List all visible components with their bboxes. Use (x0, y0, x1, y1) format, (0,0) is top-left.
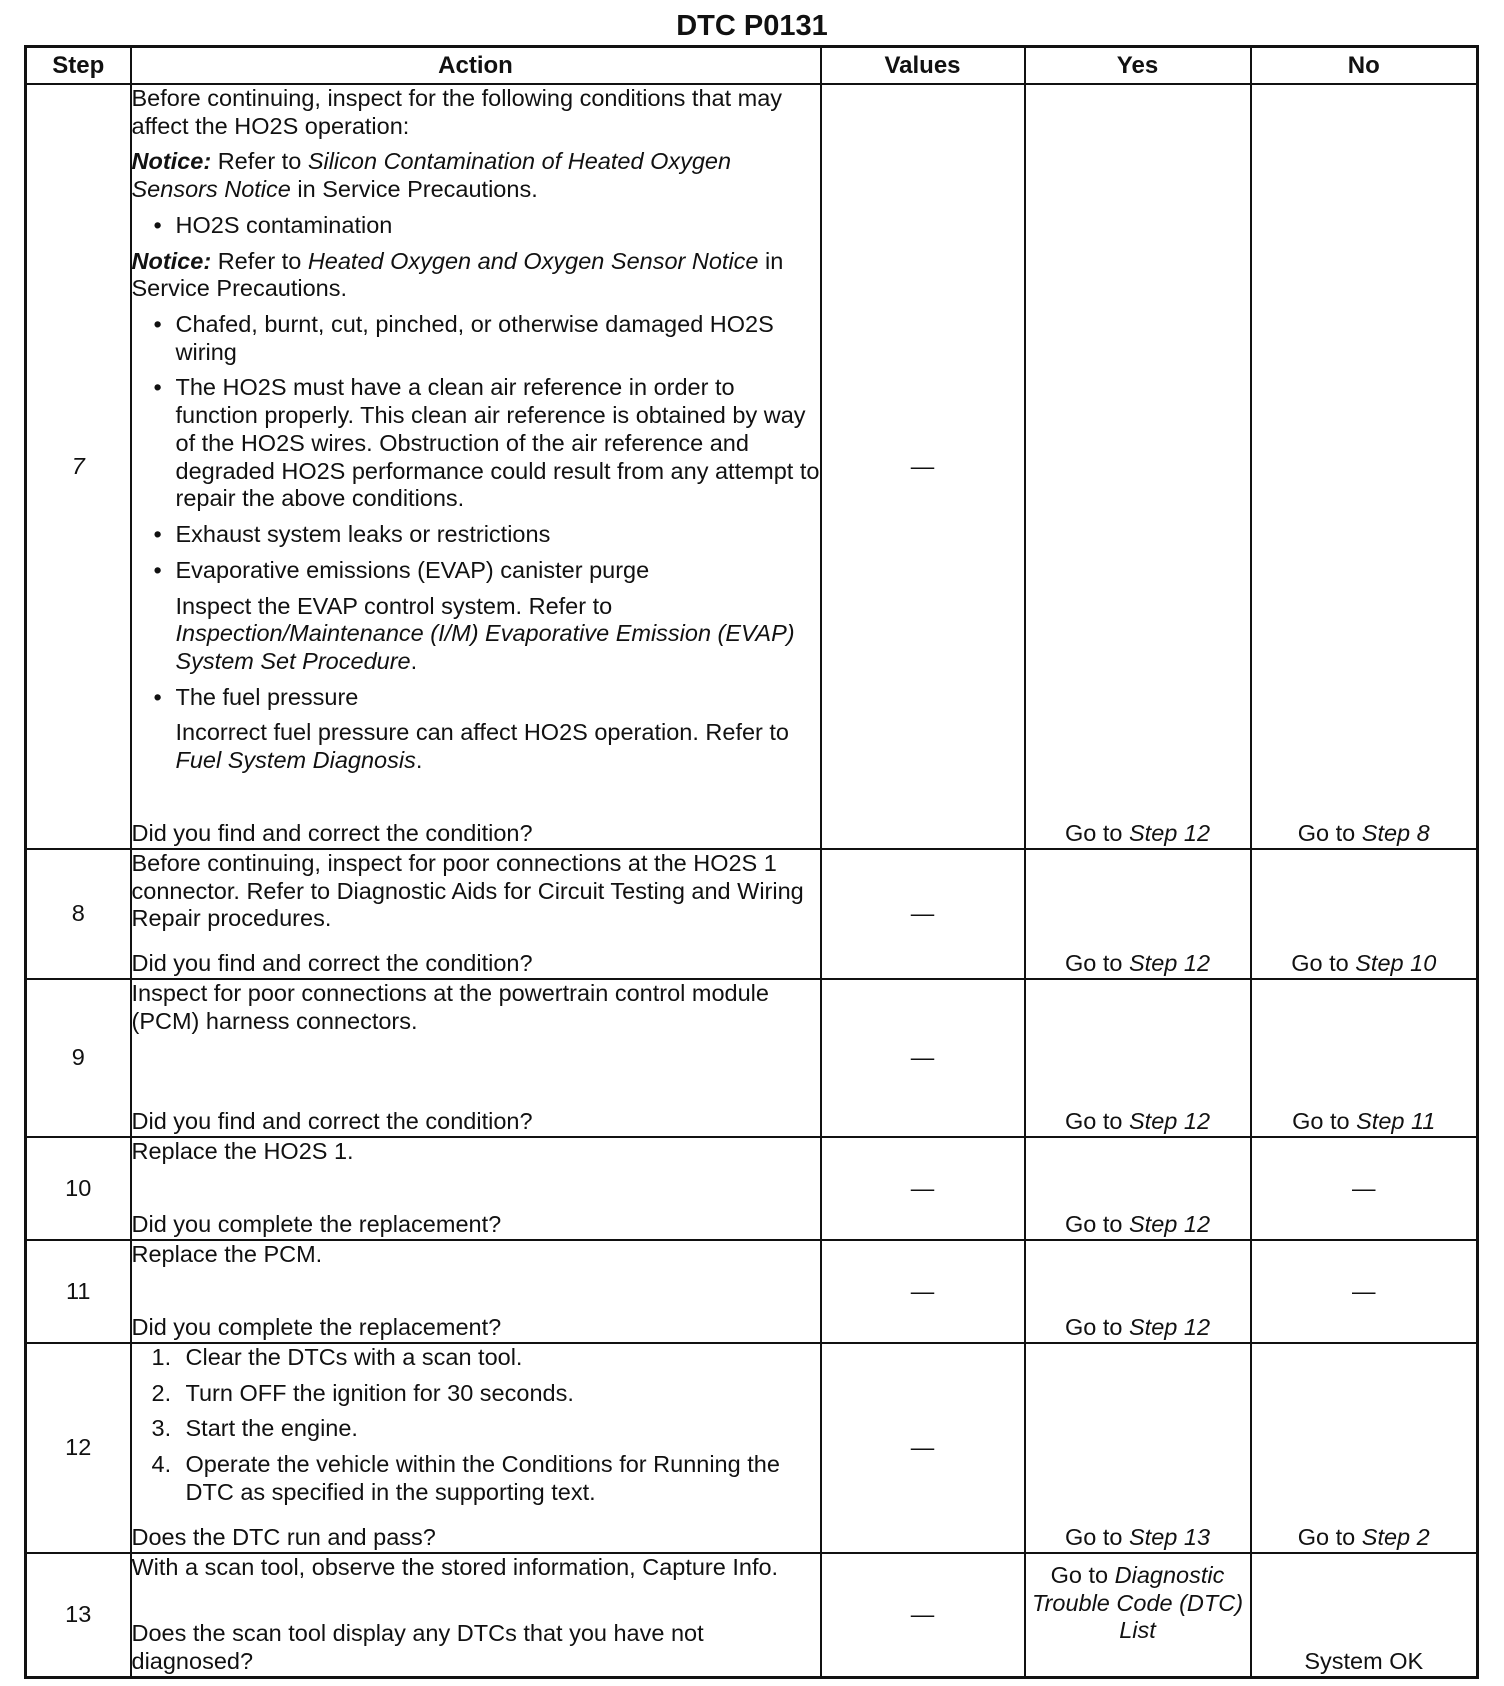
action-cell (131, 1343, 821, 1553)
item-text: Turn OFF the ignition for 30 seconds. (185, 1379, 574, 1406)
action-cell (131, 979, 821, 1137)
list-item (132, 557, 820, 585)
no-cell (1251, 849, 1478, 979)
goto-text: Go to (1292, 1108, 1350, 1135)
list-item-text: The HO2S must have a clean air reference in order to function properly. This clean air reference is obtained by way of the HO2S wires. Obstruction of the air reference and degraded HO2S performance could result from any attempt to repair the above conditions. (175, 374, 820, 512)
step-number: 10 (26, 1137, 131, 1240)
table-row-step-8 (26, 849, 1478, 979)
goto-dtc-list-link: Diagnostic Trouble Code (DTC) List (1031, 1562, 1244, 1644)
header-row (26, 47, 1478, 85)
no-cell: System OK (1251, 1553, 1478, 1677)
table-row-step-13 (26, 1553, 1478, 1677)
step-number: 8 (26, 849, 131, 979)
table-row-step-10 (26, 1137, 1478, 1240)
no-cell (1251, 1343, 1478, 1553)
goto-step-link: Step 13 (1129, 1524, 1211, 1551)
yes-cell (1025, 1343, 1251, 1553)
item-number: 3. (151, 1415, 172, 1442)
action-question: Does the DTC run and pass? (131, 1524, 436, 1551)
numbered-item (132, 1451, 820, 1506)
list-item-text: Evaporative emissions (EVAP) canister purge (175, 556, 650, 583)
no-cell: — (1251, 1137, 1478, 1240)
notice-text: in Service Precautions. (297, 176, 538, 203)
notice-text: Refer to (217, 247, 302, 274)
step-number: 12 (26, 1343, 131, 1553)
goto-text: Go to (1064, 820, 1123, 847)
item-number: 4. (151, 1451, 172, 1478)
yes-cell (1025, 84, 1251, 849)
action-text: Before continuing, inspect for poor connections at the HO2S 1 connector. Refer to Diagnostic Aids for Circuit Testing and Wiring Repair procedures. (131, 850, 804, 932)
notice-text: in Service Precautions. (131, 247, 784, 302)
list-item-text: Chafed, burnt, cut, pinched, or otherwise damaged HO2S wiring (175, 311, 774, 365)
values-cell: — (821, 1137, 1025, 1240)
list-item (132, 311, 820, 366)
values-cell: — (821, 1240, 1025, 1343)
goto-step-link: Step 2 (1361, 1524, 1430, 1551)
values-cell: — (821, 849, 1025, 979)
table-row-step-7 (26, 84, 1478, 849)
yes-cell (1025, 1553, 1251, 1677)
action-text: Inspect for poor connections at the powertrain control module (PCM) harness connectors. (131, 980, 769, 1034)
list-item-text: HO2S contamination (175, 211, 393, 238)
header-yes: Yes (1025, 47, 1251, 85)
table-row-step-11 (26, 1240, 1478, 1343)
numbered-item (132, 1380, 820, 1408)
action-question: Does the scan tool display any DTCs that you have not diagnosed? (131, 1620, 704, 1674)
header-step: Step (26, 47, 131, 85)
action-question: Did you find and correct the condition? (131, 1108, 533, 1135)
action-cell (131, 1240, 821, 1343)
action-cell (131, 849, 821, 979)
item-text: Clear the DTCs with a scan tool. (185, 1344, 523, 1370)
list-item-text: The fuel pressure (175, 683, 359, 710)
procedure-reference-link: Inspection/Maintenance (I/M) Evaporative Emission (EVAP) System Set Procedure (175, 620, 795, 674)
action-question: Did you complete the replacement? (131, 1314, 502, 1341)
no-cell (1251, 84, 1478, 849)
values-cell: — (821, 979, 1025, 1137)
goto-text: Go to (1064, 950, 1123, 977)
action-text: With a scan tool, observe the stored information, Capture Info. (131, 1554, 779, 1580)
goto-text: Go to (1297, 820, 1356, 847)
step-number: 11 (26, 1240, 131, 1343)
action-cell (131, 84, 821, 849)
goto-text: Go to (1064, 1108, 1123, 1135)
list-item (132, 684, 820, 712)
bullet-icon: • (153, 211, 162, 238)
notice-reference-link: Heated Oxygen and Oxygen Sensor Notice (307, 247, 759, 274)
no-cell (1251, 979, 1478, 1137)
list-item-text: Exhaust system leaks or restrictions (175, 521, 551, 548)
numbered-item (132, 1344, 820, 1372)
table-row-step-9 (26, 979, 1478, 1137)
goto-step-link: Step 12 (1129, 1314, 1211, 1341)
header-values: Values (821, 47, 1025, 85)
action-intro: Before continuing, inspect for the following conditions that may affect the HO2S operation: (131, 85, 783, 139)
item-number: 1. (151, 1344, 172, 1370)
list-item (132, 212, 820, 240)
bullet-icon: • (153, 521, 162, 548)
action-question: Did you find and correct the condition? (131, 820, 533, 847)
header-action: Action (131, 47, 821, 85)
detail-text: Incorrect fuel pressure can affect HO2S operation. Refer to (175, 719, 789, 746)
notice (132, 148, 820, 203)
goto-step-link: Step 10 (1355, 950, 1437, 977)
goto-text: Go to (1291, 950, 1349, 977)
list-item (132, 374, 820, 513)
action-question: Did you complete the replacement? (131, 1211, 502, 1238)
list-item (132, 521, 820, 549)
goto-text: Go to (1064, 1211, 1123, 1238)
notice-reference-link: Silicon Contamination of Heated Oxygen Sensors Notice (131, 148, 732, 203)
notice (132, 248, 820, 303)
detail-text: . (415, 747, 423, 774)
step-number: 13 (26, 1553, 131, 1677)
goto-text: Go to (1064, 1314, 1123, 1341)
action-text: Replace the HO2S 1. (131, 1138, 354, 1164)
yes-cell (1025, 849, 1251, 979)
action-cell (131, 1553, 821, 1677)
goto-text: Go to (1297, 1524, 1356, 1551)
step-number: 9 (26, 979, 131, 1137)
detail-text: Inspect the EVAP control system. Refer to (175, 592, 613, 619)
numbered-item (132, 1415, 820, 1443)
goto-step-link: Step 11 (1356, 1108, 1436, 1135)
yes-cell (1025, 1137, 1251, 1240)
goto-step-link: Step 12 (1129, 1108, 1211, 1135)
goto-text: Go to (1050, 1562, 1109, 1588)
bullet-icon: • (153, 556, 162, 583)
bullet-icon: • (153, 311, 162, 338)
detail-text: . (410, 647, 418, 674)
bullet-icon: • (153, 683, 162, 710)
values-cell: — (821, 1343, 1025, 1553)
item-text: Operate the vehicle within the Conditions for Running the DTC as specified in the supporting text. (185, 1451, 780, 1505)
procedure-reference-link: Fuel System Diagnosis (175, 747, 416, 774)
notice-text: Refer to (217, 148, 302, 175)
values-cell: — (821, 84, 1025, 849)
list-item-detail (132, 593, 820, 676)
goto-step-link: Step 12 (1129, 1211, 1211, 1238)
values-cell: — (821, 1553, 1025, 1677)
table-row-step-12 (26, 1343, 1478, 1553)
goto-text: Go to (1064, 1524, 1123, 1551)
goto-step-link: Step 12 (1129, 820, 1211, 847)
goto-step-link: Step 12 (1129, 950, 1211, 977)
goto-step-link: Step 8 (1361, 820, 1430, 847)
yes-cell (1025, 1240, 1251, 1343)
action-text: Replace the PCM. (131, 1241, 323, 1267)
bullet-icon: • (153, 374, 162, 401)
diagnostic-table (24, 45, 1479, 1679)
yes-cell (1025, 979, 1251, 1137)
action-cell (131, 1137, 821, 1240)
page-title: DTC P0131 (676, 10, 828, 42)
list-item-detail (132, 719, 820, 774)
step-number: 7 (26, 84, 131, 849)
action-question: Did you find and correct the condition? (131, 950, 533, 977)
item-text: Start the engine. (185, 1415, 358, 1442)
item-number: 2. (151, 1379, 172, 1406)
notice-label: Notice: (131, 247, 212, 274)
notice-label: Notice: (131, 148, 212, 175)
no-cell: — (1251, 1240, 1478, 1343)
header-no: No (1251, 47, 1478, 85)
